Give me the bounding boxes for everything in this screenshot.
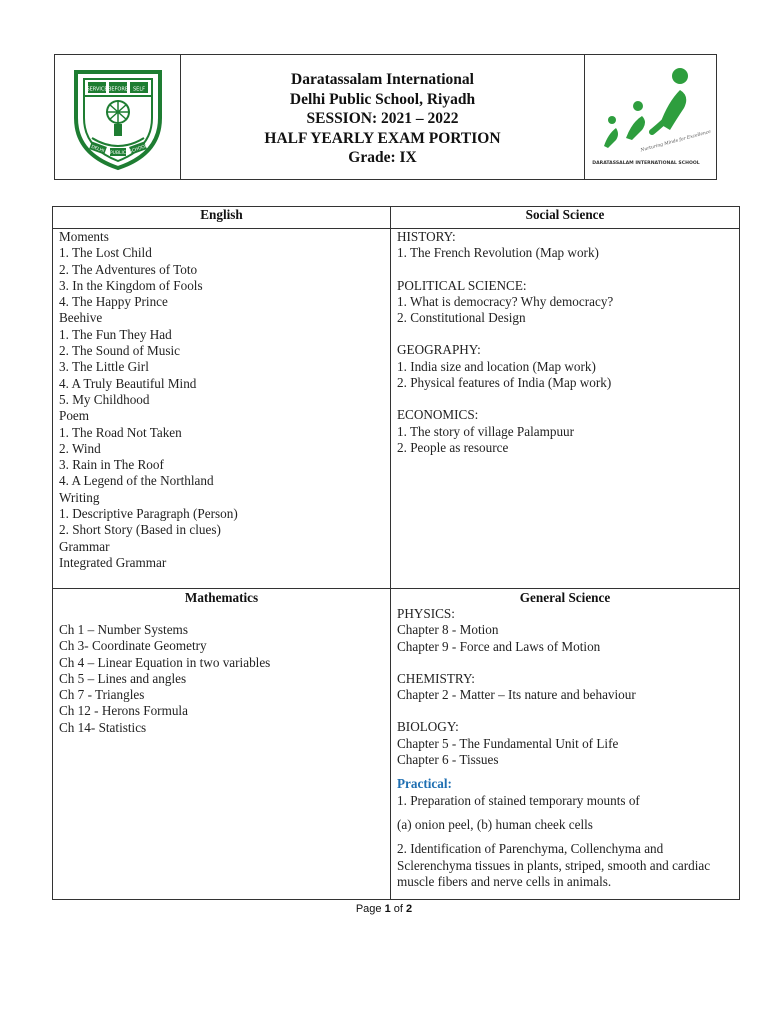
practical-item-1-detail: (a) onion peel, (b) human cheek cells (397, 816, 593, 832)
crest-text-6: SCHOOL (128, 143, 148, 156)
crest-text-3: SELF (132, 86, 145, 93)
session: SESSION: 2021 – 2022 (306, 110, 459, 128)
page-current: 1 (384, 903, 391, 915)
table-row (53, 229, 740, 589)
mathematics-syllabus: Ch 1 – Number Systems Ch 3- Coordinate Geometry Ch 4 – Linear Equation in two variables Ch 5 – Lines and angles Ch 7 - Triangles Ch 12 - Herons Formula Ch 14- Statistics (59, 622, 271, 735)
economics-heading: ECONOMICS: (397, 407, 479, 423)
english-heading: English (53, 207, 391, 229)
mathematics-heading: Mathematics (184, 590, 259, 605)
crest-text-2: BEFORE (107, 86, 128, 93)
crest-text-5: PUBLIC (109, 151, 126, 156)
biology-items: Chapter 5 - The Fundamental Unit of Life Chapter 6 - Tissues (397, 735, 619, 768)
polsci-items: 1. What is democracy? Why democracy? 2. Constitutional Design (397, 293, 614, 326)
school-title-block (181, 55, 584, 179)
school-name: Daratassalam International (291, 71, 474, 89)
english-cell (53, 229, 391, 589)
geography-heading: GEOGRAPHY: (397, 342, 481, 358)
general-science-heading: General Science (519, 590, 611, 605)
table-row (53, 589, 740, 900)
exam-portion-table (52, 206, 740, 900)
history-items: 1. The French Revolution (Map work) (397, 245, 599, 261)
social-science-heading: Social Science (391, 207, 740, 229)
page-label: Page (355, 903, 382, 915)
page-total: 2 (406, 903, 413, 915)
geography-items: 1. India size and location (Map work) 2. Physical features of India (Map work) (397, 358, 612, 391)
biology-heading: BIOLOGY: (397, 719, 459, 735)
page-footer (0, 903, 768, 915)
logo-caption: DARATASSALAM INTERNATIONAL SCHOOL (591, 161, 700, 166)
logo-tagline: Nurturing Minds for Excellence (639, 129, 712, 154)
daratassalam-figures-icon (590, 62, 712, 172)
table-row (53, 207, 740, 229)
document-header (54, 54, 717, 180)
of-label: of (393, 903, 403, 915)
crest-text-4: DELHI (89, 144, 105, 155)
left-logo-cell (55, 55, 181, 179)
social-science-cell (391, 229, 740, 589)
right-logo-cell (584, 55, 716, 179)
grade: Grade: IX (348, 149, 417, 167)
physics-heading: PHYSICS: (397, 606, 455, 621)
chemistry-heading: CHEMISTRY: (397, 670, 475, 686)
english-syllabus: Moments 1. The Lost Child 2. The Adventures of Toto 3. In the Kingdom of Fools 4. The Happy Prince Beehive 1. The Fun They Had 2. The Sound of Music 3. The Little Girl 4. A Truly Beautiful Mind 5. My Childhood Poem 1. The Road Not Taken 2. Wind 3. Rain in The Roof 4. A Legend of the Northland Writing 1. Descriptive Paragraph (Person) 2. Short Story (Based in clues) Grammar Integrated Grammar (59, 229, 238, 570)
polsci-heading: POLITICAL SCIENCE: (397, 277, 527, 293)
crest-text-1: SERVICE (85, 86, 108, 93)
practical-item-1: 1. Preparation of stained temporary mounts of (397, 792, 640, 808)
mathematics-cell (53, 589, 391, 900)
history-heading: HISTORY: (397, 229, 456, 244)
practical-heading: Practical: (397, 776, 452, 792)
school-subname: Delhi Public School, Riyadh (289, 90, 476, 108)
economics-items: 1. The story of village Palampuur 2. People as resource (397, 423, 575, 455)
physics-items: Chapter 8 - Motion Chapter 9 - Force and Laws of Motion (397, 622, 601, 654)
dps-crest-icon (62, 62, 174, 172)
exam-title: HALF YEARLY EXAM PORTION (264, 129, 501, 147)
general-science-cell (391, 589, 740, 900)
chemistry-items: Chapter 2 - Matter – Its nature and behaviour (397, 687, 636, 703)
practical-item-2: 2. Identification of Parenchyma, Collenchyma and Sclerenchyma tissues in plants, striped, smooth and cardiac muscle fibers and nerve cells in animals. (397, 841, 711, 889)
